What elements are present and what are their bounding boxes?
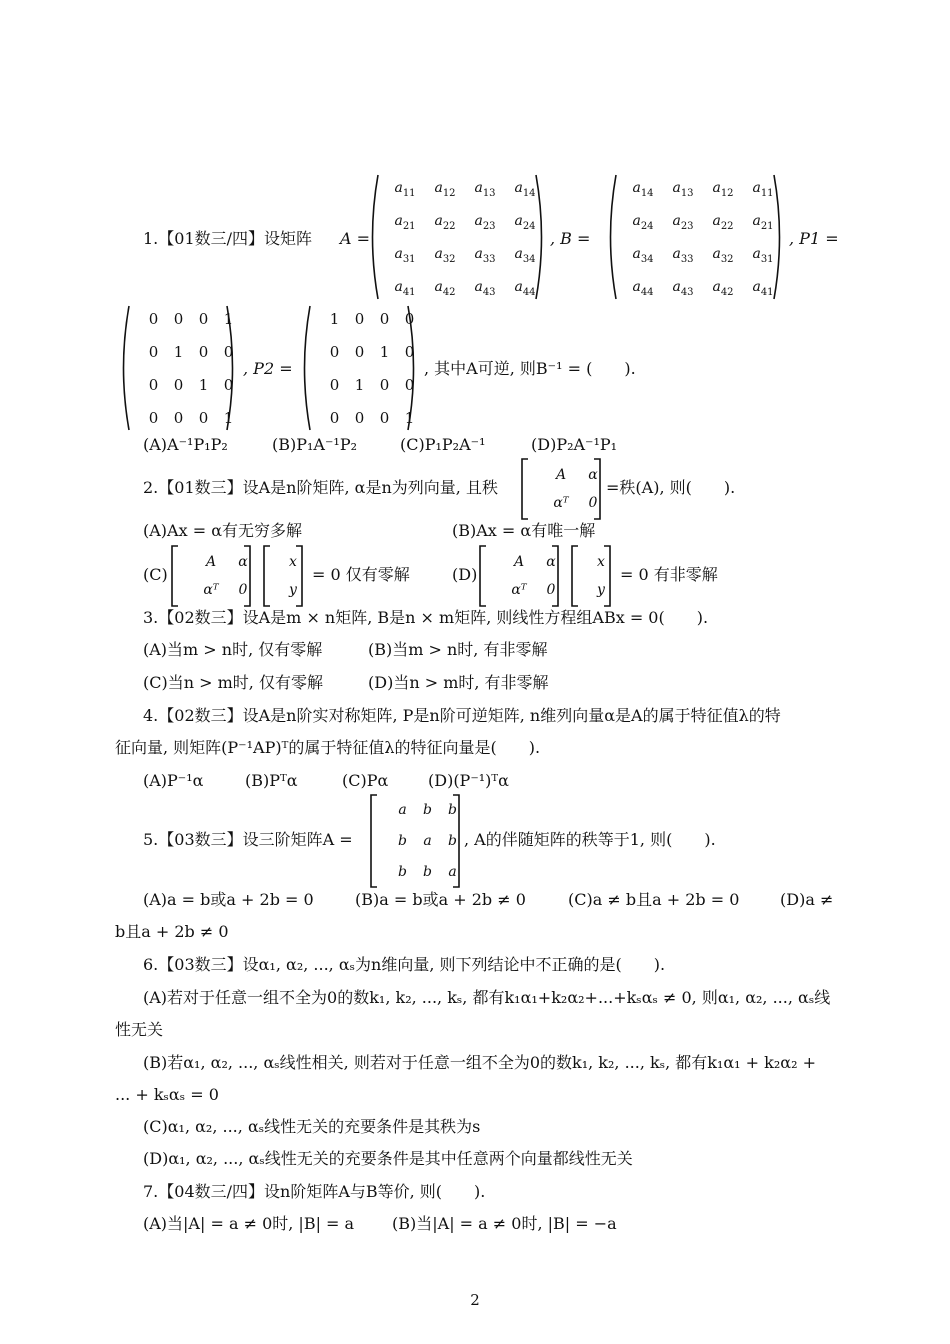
matrix-cell: $a_{31}$ (752, 245, 774, 265)
q1-matrix-a (366, 174, 548, 300)
matrix-cell: 1 (379, 342, 390, 361)
matrix-cell: 0 (546, 582, 556, 598)
matrix-cell: 0 (238, 582, 248, 598)
matrix-cell: 0 (354, 309, 365, 328)
matrix-cell: a (398, 802, 407, 818)
left-bracket (611, 175, 617, 299)
q6-stem: 6.【03数三】设α₁, α₂, ..., αₛ为n维向量, 则下列结论中不正确的是( ). (143, 955, 666, 974)
matrix-cell: a (423, 833, 432, 849)
matrix-cell: A (555, 467, 567, 483)
q3-stem: 3.【02数三】设A是m × n矩阵, B是n × m矩阵, 则线性方程组ABx = 0( ). (143, 608, 709, 627)
matrix-cell: 1 (223, 309, 234, 328)
matrix-cell: α (238, 554, 248, 570)
matrix-cell: 0 (173, 309, 184, 328)
matrix-cell: 0 (223, 342, 234, 361)
q2-option-a: (A)Ax = α有无穷多解 (143, 521, 303, 540)
matrix-cell: $a_{14}$ (514, 179, 536, 199)
matrix-cell: b (448, 833, 457, 849)
left-bracket (572, 546, 578, 606)
q1-var-p2: , P2 = (243, 359, 293, 378)
q1-lead: 1.【01数三/四】设矩阵 (143, 229, 313, 248)
q2-lead: 2.【01数三】设A是n阶矩阵, α是n为列向量, 且秩 (143, 478, 498, 497)
matrix-cell: b (448, 802, 457, 818)
matrix-cell: x (597, 554, 605, 570)
matrix-cell: 0 (354, 342, 365, 361)
matrix-cell: 1 (354, 375, 365, 394)
q1-tail: , 其中A可逆, 则B⁻¹ = ( ). (424, 359, 636, 378)
matrix-cell: $a_{43}$ (672, 278, 694, 298)
matrix-cell: A (513, 554, 525, 570)
matrix-cell: $a_{22}$ (434, 212, 456, 232)
matrix-cell: y (597, 582, 605, 598)
matrix-cell: $a_{34}$ (514, 245, 536, 265)
q3-option-d: (D)当n > m时, 有非零解 (368, 673, 549, 692)
q5-option-d-part-1: (D)a ≠ (780, 890, 834, 909)
matrix-cell: 0 (404, 342, 415, 361)
q5-option-d-part-2: b且a + 2b ≠ 0 (115, 922, 229, 941)
matrix-cell: αᵀ (203, 582, 219, 598)
matrix-cell: $a_{41}$ (394, 278, 416, 298)
q7-option-b: (B)当|A| = a ≠ 0时, |B| = −a (392, 1214, 617, 1233)
matrix-cell: 0 (404, 375, 415, 394)
matrix-cell: b (423, 802, 432, 818)
matrix-cell: b (398, 833, 407, 849)
matrix-cell: A (205, 554, 217, 570)
matrix-cell: $a_{44}$ (514, 278, 536, 298)
matrix-cell: $a_{23}$ (474, 212, 496, 232)
q1-matrix-b (604, 174, 786, 300)
q4-stem-line-2: 征向量, 则矩阵(P⁻¹AP)ᵀ的属于特征值λ的特征向量是( ). (115, 738, 541, 757)
matrix-cell: 0 (379, 408, 390, 427)
matrix-cell: $a_{12}$ (434, 179, 456, 199)
matrix-cell: $a_{34}$ (632, 245, 654, 265)
q4-option-c: (C)Pα (342, 771, 389, 790)
q2-matrix (520, 458, 602, 520)
matrix-cell: $a_{32}$ (434, 245, 456, 265)
matrix-cell: $a_{44}$ (632, 278, 654, 298)
matrix-cell: 0 (198, 408, 209, 427)
q6-option-b-line-2: ... + kₛαₛ = 0 (115, 1085, 219, 1104)
q5-lead: 5.【03数三】设三阶矩阵A = (143, 830, 353, 849)
matrix-cell: $a_{21}$ (394, 212, 416, 232)
matrix-cell: $a_{13}$ (672, 179, 694, 199)
matrix-cell: $a_{33}$ (474, 245, 496, 265)
matrix-cell: 0 (329, 408, 340, 427)
matrix-cell: $a_{24}$ (514, 212, 536, 232)
matrix-cell: a (448, 864, 457, 880)
q2-option-d-vector (570, 545, 612, 607)
q5-option-c: (C)a ≠ b且a + 2b = 0 (568, 890, 740, 909)
matrix-cell: $a_{22}$ (712, 212, 734, 232)
q6-option-c: (C)α₁, α₂, ..., αₛ线性无关的充要条件是其秩为s (143, 1117, 481, 1136)
q1-matrix-p1 (117, 305, 239, 431)
q1-var-a: A = (340, 229, 371, 248)
matrix-cell: $a_{12}$ (712, 179, 734, 199)
left-bracket (172, 546, 178, 606)
q5-tail: , A的伴随矩阵的秩等于1, 则( ). (464, 830, 716, 849)
q1-var-p1: , P1 = (789, 229, 839, 248)
matrix-cell: 0 (148, 408, 159, 427)
matrix-cell: 0 (148, 309, 159, 328)
matrix-cell: $a_{32}$ (712, 245, 734, 265)
matrix-cell: 0 (198, 342, 209, 361)
matrix-cell: 0 (148, 342, 159, 361)
q2-option-d-label: (D) (452, 565, 478, 584)
q1-option-d: (D)P₂A⁻¹P₁ (531, 435, 618, 454)
q6-option-b-line-1: (B)若α₁, α₂, ..., αₛ线性相关, 则若对于任意一组不全为0的数k₁, k₂, ..., kₛ, 都有k₁α₁ + k₂α₂ + (143, 1053, 816, 1072)
matrix-cell: α (588, 467, 598, 483)
matrix-cell: 0 (379, 375, 390, 394)
q2-option-c-tail: = 0 仅有零解 (312, 565, 410, 584)
matrix-cell: $a_{42}$ (712, 278, 734, 298)
q2-tail: =秩(A), 则( ). (606, 478, 736, 497)
matrix-cell: αᵀ (511, 582, 527, 598)
matrix-cell: 1 (404, 408, 415, 427)
matrix-cell: $a_{24}$ (632, 212, 654, 232)
matrix-cell: 0 (148, 375, 159, 394)
q4-option-d: (D)(P⁻¹)ᵀα (428, 771, 509, 790)
matrix-cell: 0 (173, 408, 184, 427)
q1-matrix-p2 (298, 305, 420, 431)
matrix-cell: 0 (354, 408, 365, 427)
q1-option-b: (B)P₁A⁻¹P₂ (272, 435, 358, 454)
matrix-cell: 1 (223, 408, 234, 427)
matrix-cell: $a_{33}$ (672, 245, 694, 265)
page-number: 2 (470, 1291, 480, 1309)
q2-option-c-label: (C) (143, 565, 168, 584)
matrix-cell: $a_{14}$ (632, 179, 654, 199)
left-bracket (124, 306, 130, 430)
q5-option-a: (A)a = b或a + 2b = 0 (143, 890, 314, 909)
matrix-cell: 0 (379, 309, 390, 328)
q3-option-c: (C)当n > m时, 仅有零解 (143, 673, 323, 692)
matrix-cell: 1 (329, 309, 340, 328)
matrix-cell: $a_{11}$ (394, 179, 416, 199)
left-bracket (373, 175, 379, 299)
matrix-cell: 0 (173, 375, 184, 394)
matrix-cell: $a_{41}$ (752, 278, 774, 298)
q1-option-c: (C)P₁P₂A⁻¹ (400, 435, 486, 454)
left-bracket (305, 306, 311, 430)
left-bracket (480, 546, 486, 606)
matrix-cell: $a_{13}$ (474, 179, 496, 199)
matrix-cell: 0 (223, 375, 234, 394)
q7-option-a: (A)当|A| = a ≠ 0时, |B| = a (143, 1214, 355, 1233)
matrix-cell: $a_{31}$ (394, 245, 416, 265)
q2-option-c-vector (262, 545, 304, 607)
matrix-cell: b (423, 864, 432, 880)
q4-option-a: (A)P⁻¹α (143, 771, 204, 790)
matrix-cell: $a_{23}$ (672, 212, 694, 232)
matrix-cell: 1 (173, 342, 184, 361)
matrix-cell: α (546, 554, 556, 570)
q5-option-b: (B)a = b或a + 2b ≠ 0 (355, 890, 526, 909)
matrix-cell: 0 (329, 342, 340, 361)
q7-stem: 7.【04数三/四】设n阶矩阵A与B等价, 则( ). (143, 1182, 486, 1201)
left-bracket (264, 546, 270, 606)
q5-matrix (369, 794, 461, 888)
left-bracket (522, 459, 528, 519)
q1-var-b: , B = (550, 229, 591, 248)
matrix-cell: $a_{42}$ (434, 278, 456, 298)
q2-option-b: (B)Ax = α有唯一解 (452, 521, 596, 540)
q4-option-b: (B)Pᵀα (245, 771, 298, 790)
matrix-cell: 1 (198, 375, 209, 394)
matrix-cell: y (289, 582, 297, 598)
q6-option-a-line-2: 性无关 (115, 1020, 164, 1039)
matrix-cell: 0 (329, 375, 340, 394)
q6-option-a-line-1: (A)若对于任意一组不全为0的数k₁, k₂, ..., kₛ, 都有k₁α₁+k₂α₂+...+kₛαₛ ≠ 0, 则α₁, α₂, ..., αₛ线 (143, 988, 831, 1007)
matrix-cell: 0 (404, 309, 415, 328)
q2-option-d-matrix (478, 545, 560, 607)
matrix-cell: 0 (198, 309, 209, 328)
matrix-cell: $a_{43}$ (474, 278, 496, 298)
matrix-cell: $a_{11}$ (752, 179, 774, 199)
left-bracket (371, 795, 377, 887)
matrix-cell: 0 (588, 495, 598, 511)
q6-option-d: (D)α₁, α₂, ..., αₛ线性无关的充要条件是其中任意两个向量都线性无关 (143, 1149, 633, 1168)
matrix-cell: αᵀ (553, 495, 569, 511)
q3-option-b: (B)当m > n时, 有非零解 (368, 640, 548, 659)
matrix-cell: b (398, 864, 407, 880)
matrix-cell: $a_{21}$ (752, 212, 774, 232)
q2-option-c-matrix (170, 545, 252, 607)
q2-option-d-tail: = 0 有非零解 (620, 565, 718, 584)
matrix-cell: x (289, 554, 297, 570)
q3-option-a: (A)当m > n时, 仅有零解 (143, 640, 323, 659)
q4-stem-line-1: 4.【02数三】设A是n阶实对称矩阵, P是n阶可逆矩阵, n维列向量α是A的属于特征值λ的特 (143, 706, 781, 725)
q1-option-a: (A)A⁻¹P₁P₂ (143, 435, 228, 454)
